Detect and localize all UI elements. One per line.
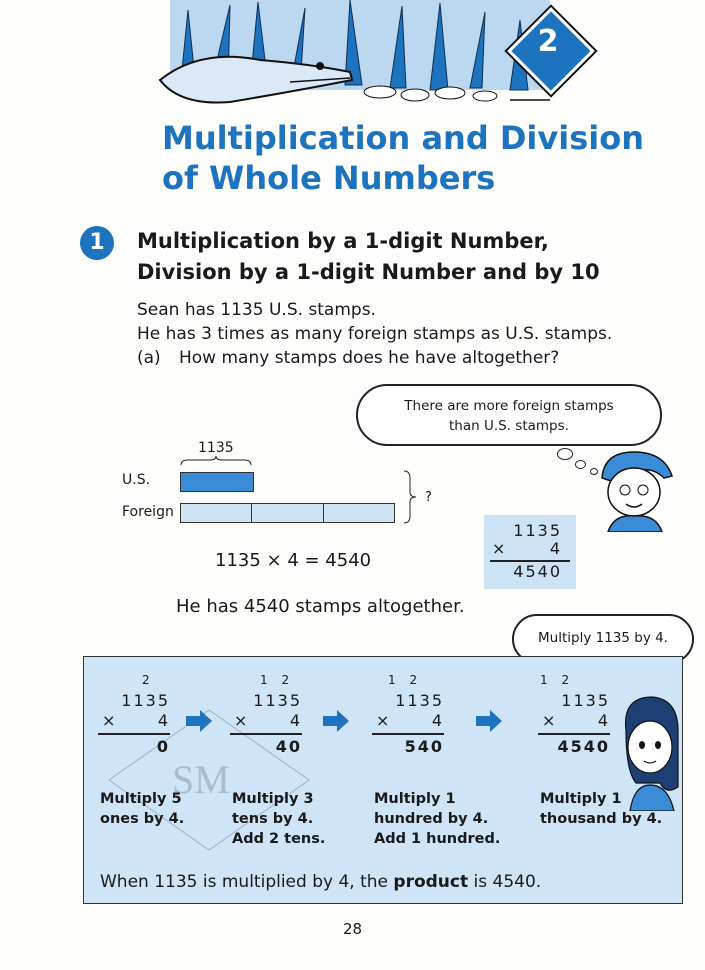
bubble1-line1: There are more foreign stamps xyxy=(404,398,614,414)
foreign-stamps-bar xyxy=(180,503,395,523)
step-4-multiplicand: 1135 xyxy=(561,691,610,710)
summary-before: When 1135 is multiplied by 4, the xyxy=(100,872,394,892)
thought-dot xyxy=(557,448,573,460)
thought-bubble-foreign xyxy=(356,384,662,446)
step-4-operator: × xyxy=(542,711,556,730)
step-4-rule xyxy=(538,733,610,735)
step-1-line2: ones by 4. xyxy=(100,811,185,827)
part-label: (a) xyxy=(137,348,161,368)
step-1-partial: 0 xyxy=(156,737,170,756)
problem-line1: Sean has 1135 U.S. stamps. xyxy=(137,300,376,320)
bubble1-line2: than U.S. stamps. xyxy=(449,418,569,434)
step-2-operator: × xyxy=(234,711,248,730)
section-title-line1: Multiplication by a 1-digit Number, xyxy=(137,229,549,253)
bar-label-us: U.S. xyxy=(122,472,151,488)
boy-character-illustration xyxy=(594,448,684,532)
step-2-line3: Add 2 tens. xyxy=(232,831,326,847)
section-title xyxy=(137,226,677,288)
bar-model-value: 1135 xyxy=(198,440,234,456)
step-3-partial: 540 xyxy=(404,737,444,756)
mult-box-multiplier: 4 xyxy=(549,539,562,558)
mult-box-multiplicand: 1135 xyxy=(513,521,562,540)
step-1-line1: Multiply 5 xyxy=(100,791,182,807)
step-4-multiplier: 4 xyxy=(597,711,610,730)
step-1-carry: 2 xyxy=(142,673,155,687)
arrow-right-icon xyxy=(321,709,351,733)
step-4-line2: thousand by 4. xyxy=(540,811,663,827)
step-2-multiplicand: 1135 xyxy=(253,691,302,710)
step-2-multiplier: 4 xyxy=(289,711,302,730)
step-3-line1: Multiply 1 xyxy=(374,791,456,807)
problem-line2: He has 3 times as many foreign stamps as U.S. stamps. xyxy=(137,324,613,344)
girl-character-illustration xyxy=(616,691,682,811)
answer-statement: He has 4540 stamps altogether. xyxy=(176,596,465,617)
mult-box-result: 4540 xyxy=(513,562,562,581)
step-2-partial: 40 xyxy=(275,737,302,756)
bar-unit xyxy=(324,504,394,522)
page-number: 28 xyxy=(342,920,363,938)
bar-unit xyxy=(181,504,252,522)
vertical-multiplication-box xyxy=(484,515,576,589)
arrow-right-icon xyxy=(184,709,214,733)
step-4-partial: 4540 xyxy=(557,737,610,756)
step-3-line2: hundred by 4. xyxy=(374,811,489,827)
chapter-title-line1: Multiplication and Division xyxy=(162,119,644,157)
step-1-operator: × xyxy=(102,711,116,730)
multiplication-steps-panel xyxy=(83,656,683,904)
bar-label-foreign: Foreign xyxy=(122,504,174,520)
step-3-line3: Add 1 hundred. xyxy=(374,831,501,847)
chapter-title-line2: of Whole Numbers xyxy=(162,159,496,197)
step-1-multiplier: 4 xyxy=(157,711,170,730)
section-title-line2: Division by a 1-digit Number and by 10 xyxy=(137,260,600,284)
us-stamps-bar xyxy=(180,472,254,492)
step-2-text xyxy=(232,789,325,849)
step-3-carry: 1 2 xyxy=(388,673,423,687)
part-question: How many stamps does he have altogether? xyxy=(179,348,560,368)
chapter-number: 2 xyxy=(537,24,559,59)
step-4-carry: 1 2 xyxy=(540,673,575,687)
step-3-operator: × xyxy=(376,711,390,730)
thought-dot xyxy=(575,460,586,469)
chapter-title xyxy=(162,118,682,198)
step-1-rule xyxy=(98,733,170,735)
section-number-badge: 1 xyxy=(80,226,114,260)
summary-sentence xyxy=(100,872,541,892)
equation: 1135 × 4 = 4540 xyxy=(215,550,372,571)
step-3-multiplicand: 1135 xyxy=(395,691,444,710)
summary-after: is 4540. xyxy=(468,872,542,892)
step-2-rule xyxy=(230,733,302,735)
step-3-multiplier: 4 xyxy=(431,711,444,730)
step-4-line1: Multiply 1 xyxy=(540,791,622,807)
step-2-line2: tens by 4. xyxy=(232,811,314,827)
problem-statement xyxy=(137,298,612,370)
step-1-text xyxy=(100,789,184,829)
arrow-right-icon xyxy=(474,709,504,733)
top-brace xyxy=(180,456,252,466)
step-2-line1: Multiply 3 xyxy=(232,791,314,807)
right-brace xyxy=(402,470,422,524)
step-3-rule xyxy=(372,733,444,735)
thought-bubble-multiply: Multiply 1135 by 4. xyxy=(512,614,694,664)
mult-box-operator: × xyxy=(492,539,509,558)
step-2-carry: 1 2 xyxy=(260,673,295,687)
chapter-number-badge xyxy=(508,8,588,88)
step-1-multiplicand: 1135 xyxy=(121,691,170,710)
svg-text:SM: SM xyxy=(172,757,230,802)
summary-bold-term: product xyxy=(393,872,469,892)
problem-part-a xyxy=(137,346,612,370)
bar-unknown: ? xyxy=(425,490,432,505)
step-3-text xyxy=(374,789,500,849)
bar-unit xyxy=(252,504,323,522)
